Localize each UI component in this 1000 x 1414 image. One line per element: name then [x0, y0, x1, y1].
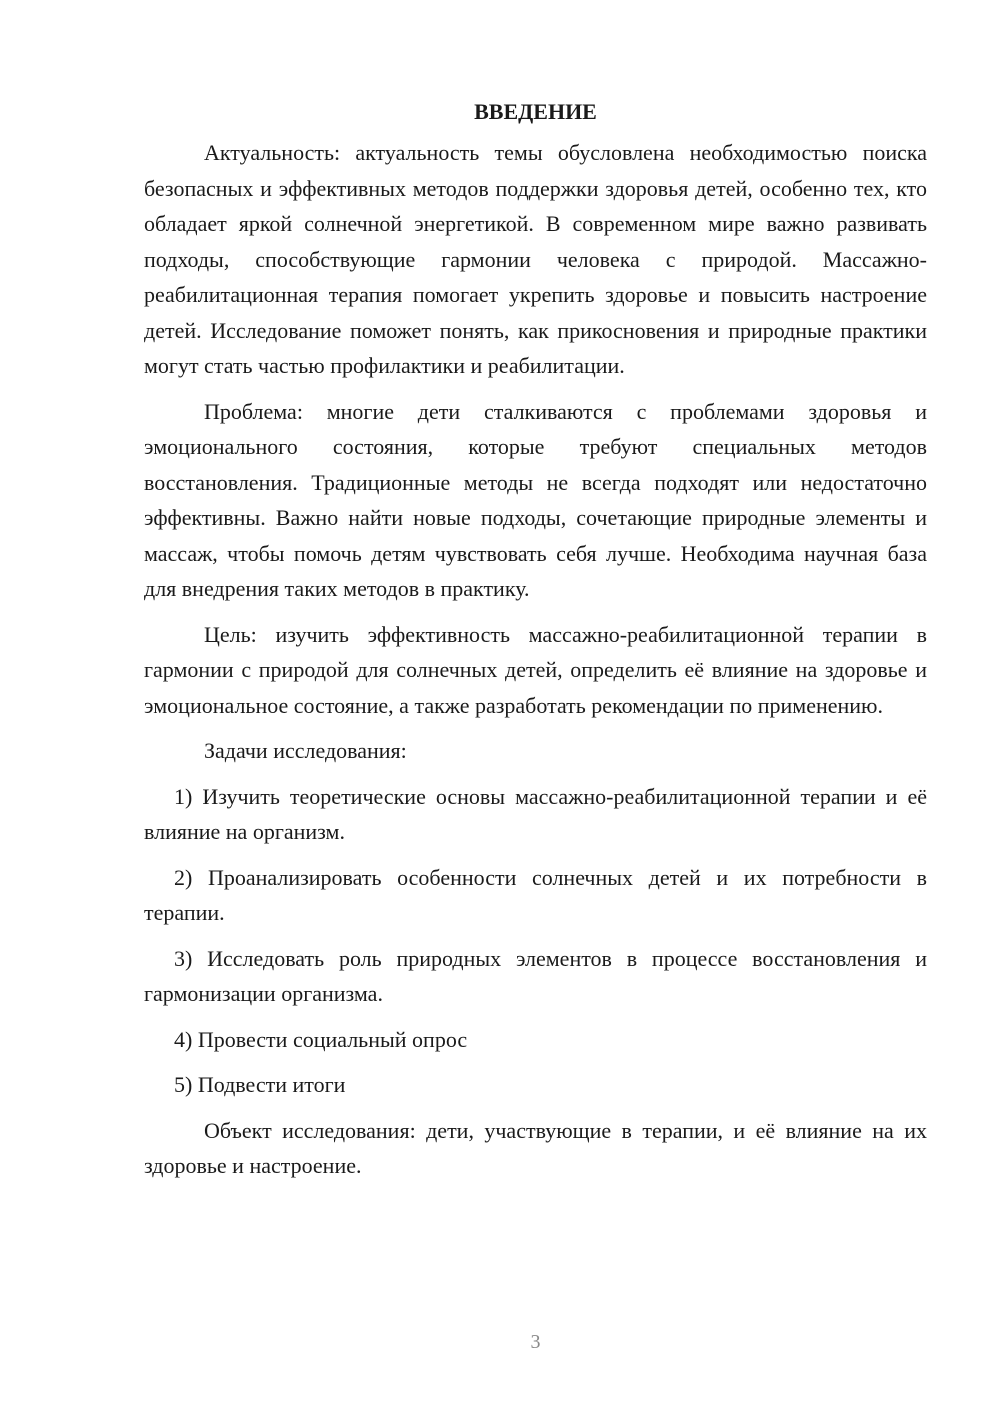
task-item-5: 5) Подвести итоги [174, 1072, 346, 1097]
goal-paragraph: Цель: изучить эффективность массажно-реабилитационной терапии в гармонии с природой для солнечных детей, определить её влияние на здоровье и эмоциональное состояние, а также разработать рекомендации по применению. [144, 621, 927, 718]
task-item-2: 2) Проанализировать особенности солнечных детей и их потребности в терапии. [144, 864, 927, 925]
relevance-paragraph: Актуальность: актуальность темы обусловлена необходимостью поиска безопасных и эффективных методов поддержки здоровья детей, особенно тех, кто обладает яркой солнечной энергетикой. В современном мире важно развивать подходы, способствующие гармонии человека с природой. Массажно-реабилитационная терапия помогает укрепить здоровье и повысить настроение детей. Исследование поможет понять, как прикосновения и природные практики могут стать частью профилактики и реабилитации. [144, 140, 927, 378]
task-item-4: 4) Провести социальный опрос [174, 1026, 468, 1052]
problem-paragraph: Проблема: многие дети сталкиваются с проблемами здоровья и эмоционального состояния, которые требуют специальных методов восстановления. Традиционные методы не всегда подходят или недостаточно эффективны. Важно найти новые подходы, сочетающие природные элементы и массаж, чтобы помочь детям чувствовать себя лучше. Необходима научная база для внедрения таких методов в практику. [144, 398, 927, 601]
page-number: 3 [530, 1331, 541, 1353]
page-content [144, 94, 927, 1194]
tasks-heading: Задачи исследования: [204, 738, 407, 763]
task-item-3: 3) Исследовать роль природных элементов в процессе восстановления и гармонизации организма. [144, 945, 927, 1006]
task-item-1: 1) Изучить теоретические основы массажно-реабилитационной терапии и её влияние на организм. [144, 783, 927, 844]
page-title: ВВЕДЕНИЕ [474, 99, 597, 124]
object-paragraph: Объект исследования: дети, участвующие в терапии, и её влияние на их здоровье и настроение. [144, 1117, 927, 1178]
